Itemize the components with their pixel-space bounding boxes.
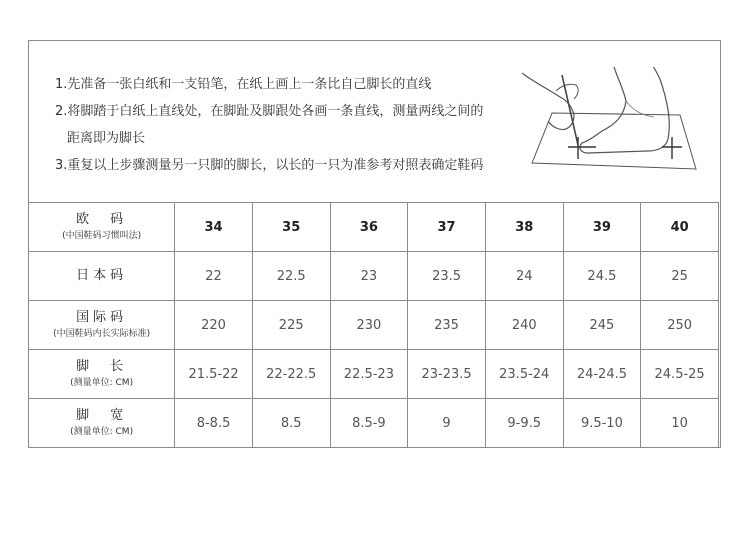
row-header <box>29 301 175 350</box>
row-header <box>29 399 175 448</box>
row-header-note: (中国鞋码内长实际标准) <box>53 329 151 339</box>
table-cell: 22-22.5 <box>252 350 330 399</box>
table-cell: 230 <box>330 301 408 350</box>
row-header-label: 日本码 <box>76 268 128 283</box>
row-header-label: 脚 长 <box>76 359 128 374</box>
row-header-label: 欧 码 <box>76 212 128 227</box>
table-cell: 245 <box>563 301 641 350</box>
table-cell: 23.5 <box>408 252 486 301</box>
table-cell: 23 <box>330 252 408 301</box>
table-cell: 22 <box>175 252 253 301</box>
step-3: 3.重复以上步骤测量另一只脚的脚长，以长的一只为准参考对照表确定鞋码 <box>55 158 484 173</box>
row-header-note: (测量单位: CM) <box>70 427 134 437</box>
table-cell: 220 <box>175 301 253 350</box>
table-row-jp <box>29 252 719 301</box>
size-table <box>28 202 719 448</box>
row-header-label: 国际码 <box>76 310 128 325</box>
row-header-label: 脚 宽 <box>76 408 128 423</box>
steps-list <box>55 71 483 179</box>
instructions-panel <box>29 41 720 202</box>
table-row-foot-length <box>29 350 719 399</box>
table-cell: 22.5 <box>252 252 330 301</box>
table-cell: 25 <box>641 252 719 301</box>
table-cell: 23-23.5 <box>408 350 486 399</box>
row-header-note: (测量单位: CM) <box>70 378 134 388</box>
table-cell: 225 <box>252 301 330 350</box>
step-1: 1.先准备一张白纸和一支铅笔，在纸上画上一条比自己脚长的直线 <box>55 77 432 92</box>
table-cell: 235 <box>408 301 486 350</box>
table-cell: 8-8.5 <box>175 399 253 448</box>
table-cell: 36 <box>330 203 408 252</box>
table-row-eu <box>29 203 719 252</box>
step-2-continued: 距离即为脚长 <box>67 131 146 146</box>
table-cell: 9-9.5 <box>485 399 563 448</box>
table-row-foot-width <box>29 399 719 448</box>
table-cell: 8.5-9 <box>330 399 408 448</box>
table-cell: 21.5-22 <box>175 350 253 399</box>
table-cell: 24.5 <box>563 252 641 301</box>
table-cell: 39 <box>563 203 641 252</box>
step-2: 2.将脚踏于白纸上直线处，在脚趾及脚跟处各画一条直线，测量两线之间的 <box>55 104 484 119</box>
table-cell: 24.5-25 <box>641 350 719 399</box>
size-chart-frame <box>28 40 721 448</box>
foot-measuring-illustration-icon <box>522 67 698 175</box>
table-cell: 9.5-10 <box>563 399 641 448</box>
table-cell: 240 <box>485 301 563 350</box>
table-cell: 37 <box>408 203 486 252</box>
table-cell: 23.5-24 <box>485 350 563 399</box>
table-row-intl <box>29 301 719 350</box>
table-cell: 40 <box>641 203 719 252</box>
row-header <box>29 252 175 301</box>
table-cell: 10 <box>641 399 719 448</box>
table-cell: 250 <box>641 301 719 350</box>
table-cell: 35 <box>252 203 330 252</box>
table-cell: 22.5-23 <box>330 350 408 399</box>
table-cell: 24-24.5 <box>563 350 641 399</box>
table-cell: 24 <box>485 252 563 301</box>
table-cell: 9 <box>408 399 486 448</box>
table-cell: 38 <box>485 203 563 252</box>
table-cell: 34 <box>175 203 253 252</box>
row-header-note: (中国鞋码习惯叫法) <box>62 231 142 241</box>
row-header <box>29 350 175 399</box>
table-cell: 8.5 <box>252 399 330 448</box>
row-header <box>29 203 175 252</box>
